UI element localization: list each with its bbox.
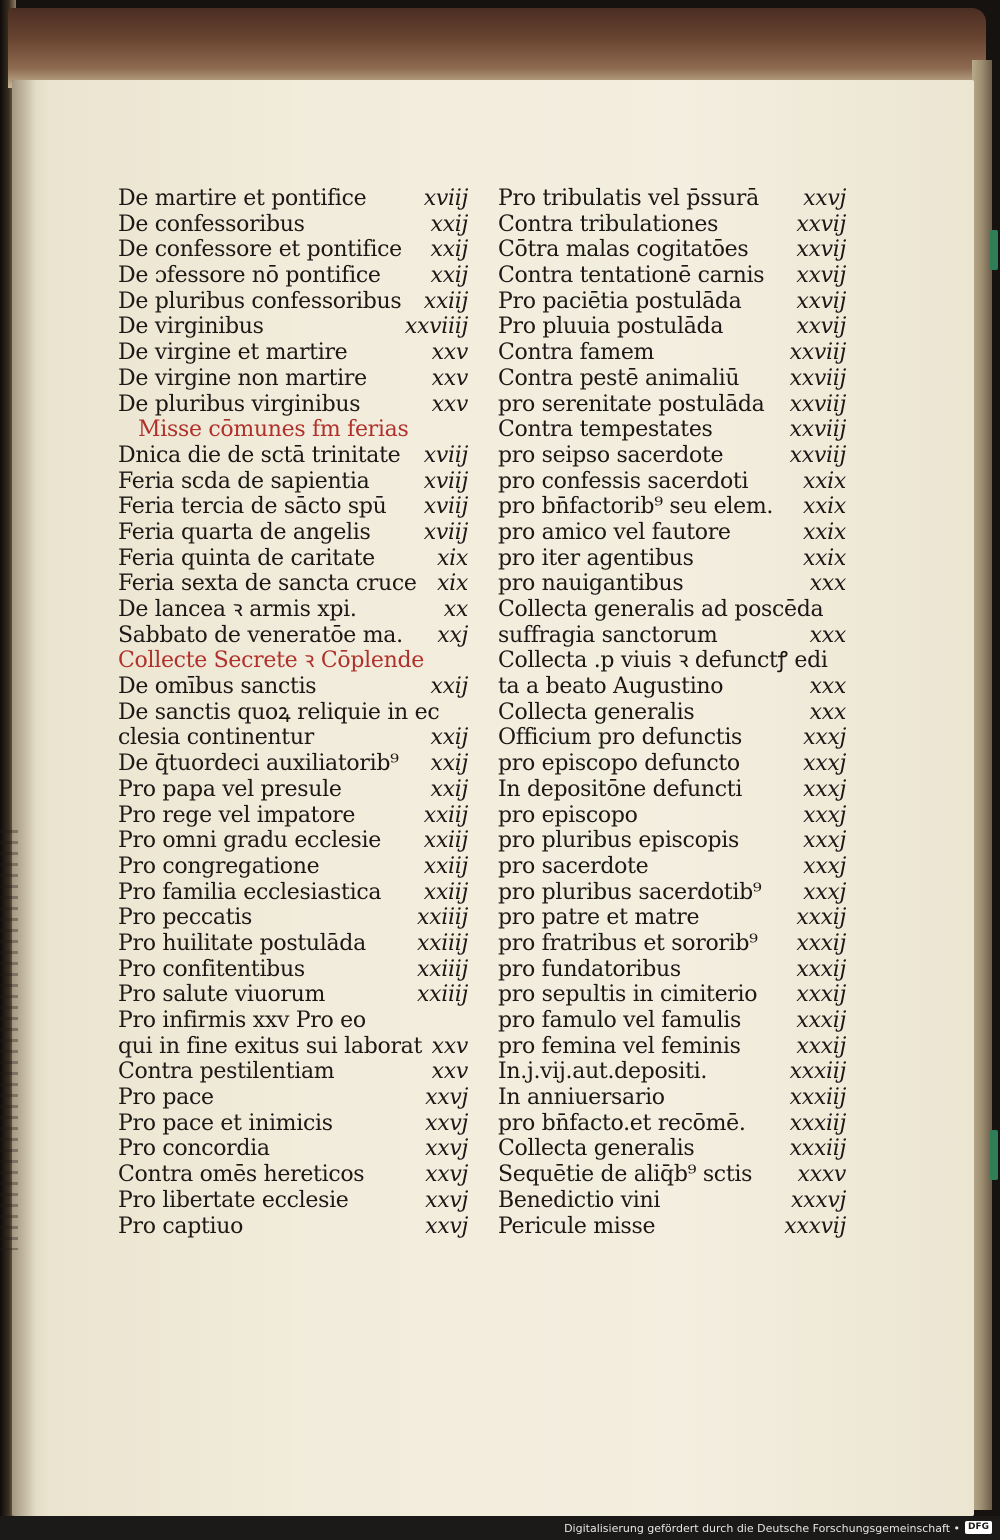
folio-number: xxiij	[423, 802, 468, 828]
entry-title: Pro familia ecclesiastica	[118, 879, 382, 905]
index-entry	[498, 648, 846, 674]
index-entry	[118, 237, 468, 263]
index-entry	[118, 803, 468, 829]
entry-title: ta a beato Augustino	[498, 674, 724, 700]
index-entry	[118, 1034, 468, 1060]
entry-title: Pro congregatione	[118, 853, 320, 879]
entry-title: Misse cōmunes fm ferias	[138, 417, 409, 443]
folio-number: xxxij	[796, 1033, 846, 1059]
folio-number: xxix	[802, 519, 846, 545]
folio-number: xx	[443, 597, 468, 622]
entry-title: pro confessis sacerdoti	[498, 468, 749, 494]
folio-number: xxxvj	[791, 1187, 846, 1213]
folio-number: xxij	[430, 751, 468, 777]
index-entry	[498, 725, 846, 751]
folio-number: xxxiij	[789, 1059, 846, 1085]
entry-title: Contra omēs hereticos	[118, 1162, 365, 1188]
folio-number: xxiij	[423, 853, 468, 879]
index-entry	[498, 905, 846, 931]
bookmark-tab	[990, 1130, 998, 1180]
index-entry	[118, 443, 468, 469]
index-entry	[118, 469, 468, 495]
folio-number: xviij	[423, 442, 468, 468]
entry-title: Feria sexta de sancta cruce	[118, 571, 417, 597]
folio-number: xxxj	[803, 802, 846, 828]
entry-title: De virgine non martire	[118, 365, 367, 391]
index-entry	[498, 828, 846, 854]
folio-number: xxxj	[803, 879, 846, 905]
folio-number: xxxiij	[789, 1085, 846, 1111]
entry-title: pro episcopo	[498, 802, 638, 828]
entry-title: Cōtra malas cogitatōes	[498, 237, 749, 263]
entry-title: Feria tercia de sācto spū	[118, 494, 387, 520]
entry-title: Officium pro defunctis	[498, 725, 743, 751]
index-entry	[118, 314, 468, 340]
index-entry	[118, 1085, 468, 1111]
folio-number: xviij	[423, 519, 468, 545]
folio-number: xxxv	[797, 1162, 846, 1188]
entry-title: Collecta generalis	[498, 699, 695, 725]
entry-title: pro episcopo defuncto	[498, 751, 740, 777]
index-entry	[498, 623, 846, 649]
folio-number: xxvj	[425, 1136, 468, 1162]
entry-title: Contra tribulationes	[498, 211, 719, 237]
entry-title: De q̄tuordeci auxiliatorib⁹	[118, 751, 399, 777]
entry-title: Pro rege vel impatore	[118, 802, 356, 828]
entry-title: In anniuersario	[498, 1085, 665, 1111]
entry-title: Contra famem	[498, 340, 655, 366]
index-entry	[118, 1188, 468, 1214]
folio-number: xxvj	[803, 186, 846, 211]
entry-title: pro nauigantibus	[498, 571, 684, 597]
index-entry	[118, 1008, 468, 1034]
entry-title: De pluribus confessoribus	[118, 288, 402, 314]
folio-number: xxvij	[796, 288, 846, 314]
entry-title: Collecte Secrete ꝛ Cōplende	[118, 648, 424, 674]
folio-number: xxxij	[796, 956, 846, 982]
folio-number: xxviij	[789, 442, 846, 468]
entry-title: Pro captiuo	[118, 1213, 244, 1239]
entry-title: Pro peccatis	[118, 905, 252, 931]
index-entry	[498, 340, 846, 366]
entry-title: pro pluribus episcopis	[498, 828, 740, 854]
entry-title: De virginibus	[118, 314, 264, 340]
index-entry	[498, 1034, 846, 1060]
folio-number: xxvj	[425, 1162, 468, 1188]
index-entry	[118, 494, 468, 520]
index-entry	[498, 751, 846, 777]
entry-title: In depositōne defuncti	[498, 776, 743, 802]
entry-title: Pro confitentibus	[118, 956, 305, 982]
entry-title: pro serenitate postulāda	[498, 391, 765, 417]
folio-number: xxiij	[423, 288, 468, 314]
entry-title: De confessoribus	[118, 211, 305, 237]
folio-number: xxxj	[803, 725, 846, 751]
entry-title: Pro libertate ecclesie	[118, 1187, 349, 1213]
index-entry	[498, 1214, 846, 1240]
entry-title: Dnica die de sctā trinitate	[118, 442, 401, 468]
folio-number: xxiiij	[417, 905, 468, 931]
index-entry	[498, 931, 846, 957]
index-entry	[118, 1111, 468, 1137]
folio-number: xxvj	[425, 1213, 468, 1239]
entry-title: pro bn̄facto.et recōmē.	[498, 1110, 746, 1136]
entry-title: De martire et pontifice	[118, 186, 367, 211]
folio-number: xxiiij	[417, 956, 468, 982]
entry-title: Contra tentationē carnis	[498, 263, 765, 289]
index-entry	[498, 314, 846, 340]
entry-title: clesia continentur	[118, 725, 314, 751]
index-entry	[498, 1188, 846, 1214]
entry-title: Pro tribulatis vel p̄ssurā	[498, 186, 759, 211]
footer-credit: Digitalisierung gefördert durch die Deutsche Forschungsgemeinschaft •	[564, 1522, 960, 1535]
index-entry	[118, 700, 468, 726]
folio-number: xxv	[431, 1033, 468, 1059]
folio-number: xxxiij	[789, 1110, 846, 1136]
folio-number: xxiiij	[417, 930, 468, 956]
folio-number: xxv	[431, 365, 468, 391]
entry-title: pro fratribus et sororib⁹	[498, 930, 758, 956]
index-entry	[498, 1008, 846, 1034]
index-entry	[118, 751, 468, 777]
entry-title: suffragia sanctorum	[498, 622, 718, 648]
entry-title: pro femina vel feminis	[498, 1033, 741, 1059]
index-entry	[498, 982, 846, 1008]
folio-number: xxxj	[803, 828, 846, 854]
folio-number: xxvij	[796, 211, 846, 237]
index-entry	[498, 1111, 846, 1137]
index-entry	[118, 905, 468, 931]
folio-number: xxxiij	[789, 1136, 846, 1162]
index-entry	[118, 212, 468, 238]
index-entry	[498, 1059, 846, 1085]
entry-title: Pro infirmis xxv Pro eo	[118, 1008, 366, 1033]
folio-number: xxviij	[789, 365, 846, 391]
folio-number: xxxij	[796, 982, 846, 1008]
entry-title: Sabbato de veneratōe ma.	[118, 622, 403, 648]
index-entry	[118, 623, 468, 649]
folio-number: xviij	[423, 494, 468, 520]
folio-number: xix	[437, 571, 468, 597]
entry-title: De pluribus virginibus	[118, 391, 361, 417]
folio-number: xxv	[431, 1059, 468, 1085]
entry-title: Pericule misse	[498, 1213, 656, 1239]
entry-title: Pro pace	[118, 1085, 214, 1111]
index-column-right	[498, 186, 846, 1239]
index-entry	[118, 982, 468, 1008]
index-entry	[118, 957, 468, 983]
folio-number: xxviij	[789, 340, 846, 366]
folio-number: xxix	[802, 545, 846, 571]
folio-number: xxvij	[796, 314, 846, 340]
entry-title: Feria scda de sapientia	[118, 468, 370, 494]
entry-title: qui in fine exitus sui laborat	[118, 1033, 423, 1059]
index-entry	[498, 571, 846, 597]
page-stack-top	[8, 8, 986, 88]
footer-bar	[0, 1516, 1000, 1540]
folio-number: xxiiij	[417, 982, 468, 1008]
folio-number: xxxij	[796, 930, 846, 956]
index-entry	[498, 443, 846, 469]
folio-number: xxviij	[789, 391, 846, 417]
folio-number: xviij	[423, 186, 468, 211]
index-entry	[118, 392, 468, 418]
index-entry	[498, 957, 846, 983]
entry-title: De omībus sanctis	[118, 674, 317, 700]
index-entry	[118, 546, 468, 572]
dfg-logo: DFG	[965, 1521, 992, 1534]
index-entry	[118, 520, 468, 546]
folio-number: xxxj	[803, 853, 846, 879]
index-entry	[118, 1059, 468, 1085]
index-entry	[498, 237, 846, 263]
folio-number: xxij	[430, 263, 468, 289]
gutter-shadow	[12, 80, 36, 1516]
entry-title: Collecta generalis	[498, 1136, 695, 1162]
index-entry	[498, 417, 846, 443]
index-entry	[118, 1162, 468, 1188]
index-entry	[118, 366, 468, 392]
entry-title: Pro omni gradu ecclesie	[118, 828, 381, 854]
entry-title: Feria quinta de caritate	[118, 545, 375, 571]
folio-number: xxij	[430, 674, 468, 700]
index-entry	[498, 546, 846, 572]
entry-title: pro iter agentibus	[498, 545, 694, 571]
entry-title: Contra pestē animaliū	[498, 365, 740, 391]
entry-title: pro pluribus sacerdotib⁹	[498, 879, 762, 905]
index-entry	[498, 803, 846, 829]
index-entry	[118, 725, 468, 751]
entry-title: Pro paciētia postulāda	[498, 288, 742, 314]
entry-title: Pro pluuia postulāda	[498, 314, 724, 340]
folio-number: xxij	[430, 776, 468, 802]
folio-number: xxvj	[425, 1110, 468, 1136]
folio-number: xxx	[809, 571, 846, 597]
folio-number: xxij	[430, 725, 468, 751]
section-heading	[118, 417, 468, 443]
entry-title: pro patre et matre	[498, 905, 700, 931]
entry-title: Collecta generalis ad poscēda	[498, 597, 824, 622]
entry-title: pro famulo vel famulis	[498, 1008, 741, 1033]
entry-title: pro sacerdote	[498, 853, 649, 879]
entry-title: pro sepultis in cimiterio	[498, 982, 758, 1008]
index-entry	[498, 494, 846, 520]
folio-number: xxv	[431, 391, 468, 417]
entry-title: pro amico vel fautore	[498, 519, 731, 545]
index-entry	[118, 674, 468, 700]
index-entry	[118, 828, 468, 854]
index-entry	[118, 1136, 468, 1162]
index-entry	[498, 700, 846, 726]
folio-number: xix	[437, 545, 468, 571]
folio-number: xxix	[802, 468, 846, 494]
entry-title: Benedictio vini	[498, 1187, 661, 1213]
folio-number: xxxj	[803, 751, 846, 777]
folio-number: xxj	[437, 622, 468, 648]
entry-title: Contra tempestates	[498, 417, 713, 443]
entry-title: Pro salute viuorum	[118, 982, 326, 1008]
index-entry	[498, 392, 846, 418]
entry-title: Pro pace et inimicis	[118, 1110, 333, 1136]
entry-title: De virgine et martire	[118, 340, 348, 366]
folio-number: xxiij	[423, 828, 468, 854]
bookmark-tab	[990, 230, 998, 270]
index-column-left	[118, 186, 468, 1239]
folio-number: xxvij	[796, 263, 846, 289]
entry-title: De ɔfessore nō pontifice	[118, 263, 381, 289]
entry-title: De confessore et pontifice	[118, 237, 402, 263]
folio-number: xxxj	[803, 776, 846, 802]
entry-title: Pro papa vel presule	[118, 776, 342, 802]
index-entry	[118, 340, 468, 366]
folio-number: xxvj	[425, 1187, 468, 1213]
folio-number: xxij	[430, 211, 468, 237]
page-stack-right	[972, 60, 992, 1510]
index-entry	[498, 289, 846, 315]
folio-number: xxv	[431, 340, 468, 366]
index-entry	[498, 777, 846, 803]
index-entry	[118, 186, 468, 212]
folio-number: xxvij	[796, 237, 846, 263]
index-entry	[118, 854, 468, 880]
index-entry	[118, 289, 468, 315]
index-entry	[498, 880, 846, 906]
index-entry	[498, 469, 846, 495]
folio-number: xxx	[809, 674, 846, 700]
index-entry	[118, 931, 468, 957]
section-heading	[118, 648, 468, 674]
folio-number: xxx	[809, 622, 846, 648]
folio-number: xviij	[423, 468, 468, 494]
entry-title: Collecta .p viuis ꝛ defunctꝭ edi	[498, 648, 828, 674]
index-entry	[118, 777, 468, 803]
adjacent-page-text-edge	[0, 830, 18, 1250]
folio-number: xxviiij	[404, 314, 468, 340]
folio-number: xxix	[802, 494, 846, 520]
index-entry	[498, 186, 846, 212]
index-entry	[498, 366, 846, 392]
index-entry	[118, 597, 468, 623]
folio-number: xxviij	[789, 417, 846, 443]
entry-title: Pro concordia	[118, 1136, 270, 1162]
index-entry	[498, 1162, 846, 1188]
index-entry	[498, 212, 846, 238]
index-entry	[498, 674, 846, 700]
index-entry	[498, 520, 846, 546]
index-entry	[118, 1214, 468, 1240]
entry-title: In.j.vij.aut.depositi.	[498, 1059, 708, 1085]
entry-title: pro fundatoribus	[498, 956, 681, 982]
index-entry	[118, 880, 468, 906]
index-entry	[118, 263, 468, 289]
folio-number: xxij	[430, 237, 468, 263]
entry-title: Sequētie de aliq̄b⁹ sctis	[498, 1162, 753, 1188]
entry-title: Contra pestilentiam	[118, 1059, 335, 1085]
entry-title: pro bn̄factorib⁹ seu elem.	[498, 494, 774, 520]
folio-number: xxxvij	[784, 1213, 846, 1239]
folio-number: xxx	[809, 699, 846, 725]
folio-number: xxvj	[425, 1085, 468, 1111]
folio-number: xxiij	[423, 879, 468, 905]
index-entry	[498, 854, 846, 880]
index-entry	[118, 571, 468, 597]
entry-title: pro seipso sacerdote	[498, 442, 724, 468]
index-entry	[498, 1085, 846, 1111]
entry-title: Feria quarta de angelis	[118, 519, 371, 545]
folio-number: xxxij	[796, 1008, 846, 1033]
entry-title: Pro huilitate postulāda	[118, 930, 366, 956]
index-entry	[498, 263, 846, 289]
index-entry	[498, 597, 846, 623]
index-entry	[498, 1136, 846, 1162]
entry-title: De sanctis quoꝝ reliquie in ec	[118, 699, 440, 725]
entry-title: De lancea ꝛ armis xpi.	[118, 597, 357, 622]
folio-number: xxxij	[796, 905, 846, 931]
